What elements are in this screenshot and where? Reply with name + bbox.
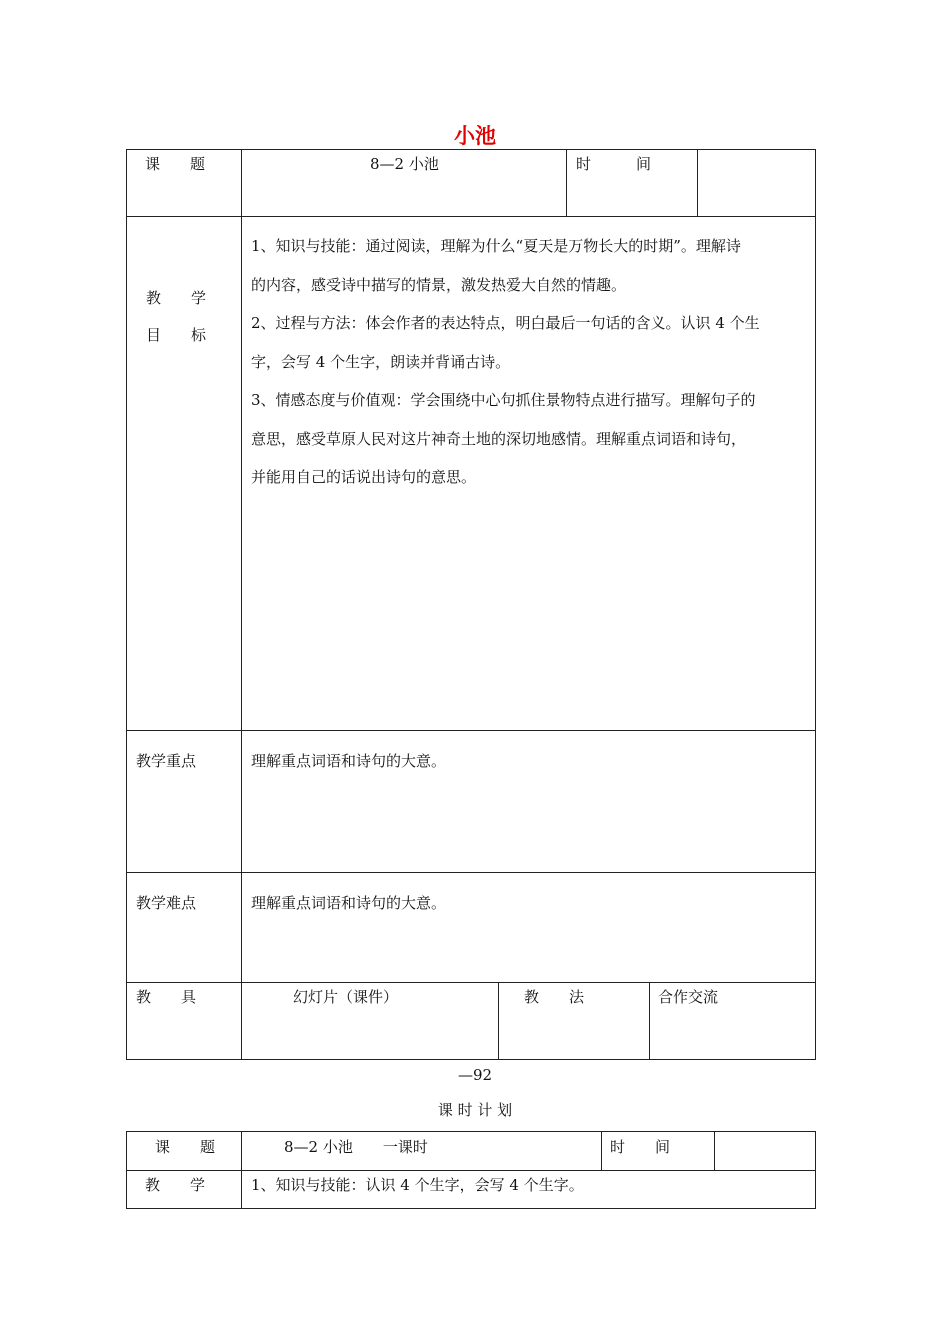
method-value: 合作交流 bbox=[658, 988, 719, 1006]
method-label: 教 法 bbox=[524, 988, 585, 1006]
goals-label-line-2: 目 标 bbox=[146, 326, 207, 344]
plan-goals-label: 教 学 bbox=[145, 1176, 206, 1194]
plan-title: 课 时 计 划 bbox=[437, 1101, 513, 1119]
difficulty-label: 教学难点 bbox=[136, 894, 197, 912]
goal-line: 2、过程与方法：体会作者的表达特点，明白最后一句话的含义。认识 4 个生 bbox=[251, 314, 760, 332]
tools-label: 教 具 bbox=[136, 988, 197, 1006]
time-value-cell bbox=[697, 149, 816, 217]
page-title: 小池 bbox=[454, 123, 496, 148]
time-label: 时 间 bbox=[576, 155, 652, 173]
goal-line: 3、情感态度与价值观：学会围绕中心句抓住景物特点进行描写。理解句子的 bbox=[251, 391, 756, 409]
difficulty-value: 理解重点词语和诗句的大意。 bbox=[251, 894, 447, 912]
goal-line: 并能用自己的话说出诗句的意思。 bbox=[251, 468, 477, 486]
difficulty-value-cell bbox=[241, 872, 816, 983]
topic-value: 8—2 小池 bbox=[370, 155, 439, 173]
plan-topic-label: 课 题 bbox=[155, 1138, 216, 1156]
plan-time-label: 时 间 bbox=[610, 1138, 671, 1156]
plan-topic-value: 8—2 小池 一课时 bbox=[284, 1138, 428, 1156]
plan-time-value-cell bbox=[714, 1131, 816, 1171]
goals-text bbox=[251, 227, 811, 497]
goal-line: 的内容，感受诗中描写的情景，激发热爱大自然的情趣。 bbox=[251, 275, 627, 294]
plan-goals-first: 1、知识与技能：认识 4 个生字，会写 4 个生字。 bbox=[251, 1176, 584, 1194]
tools-value: 幻灯片（课件） bbox=[293, 988, 399, 1006]
key-label: 教学重点 bbox=[136, 752, 197, 770]
topic-label: 课 题 bbox=[145, 155, 206, 173]
goal-line: 意思，感受草原人民对这片神奇土地的深切地感情。理解重点词语和诗句， bbox=[251, 429, 747, 448]
page-number: —92 bbox=[457, 1066, 493, 1084]
goals-label-line-1: 教 学 bbox=[146, 289, 207, 307]
difficulty-label-cell bbox=[126, 872, 242, 983]
goal-line: 1、知识与技能：通过阅读，理解为什么“夏天是万物长大的时期”。理解诗 bbox=[251, 237, 741, 255]
goal-line: 字，会写 4 个生字，朗读并背诵古诗。 bbox=[251, 352, 511, 371]
key-value: 理解重点词语和诗句的大意。 bbox=[251, 752, 447, 770]
